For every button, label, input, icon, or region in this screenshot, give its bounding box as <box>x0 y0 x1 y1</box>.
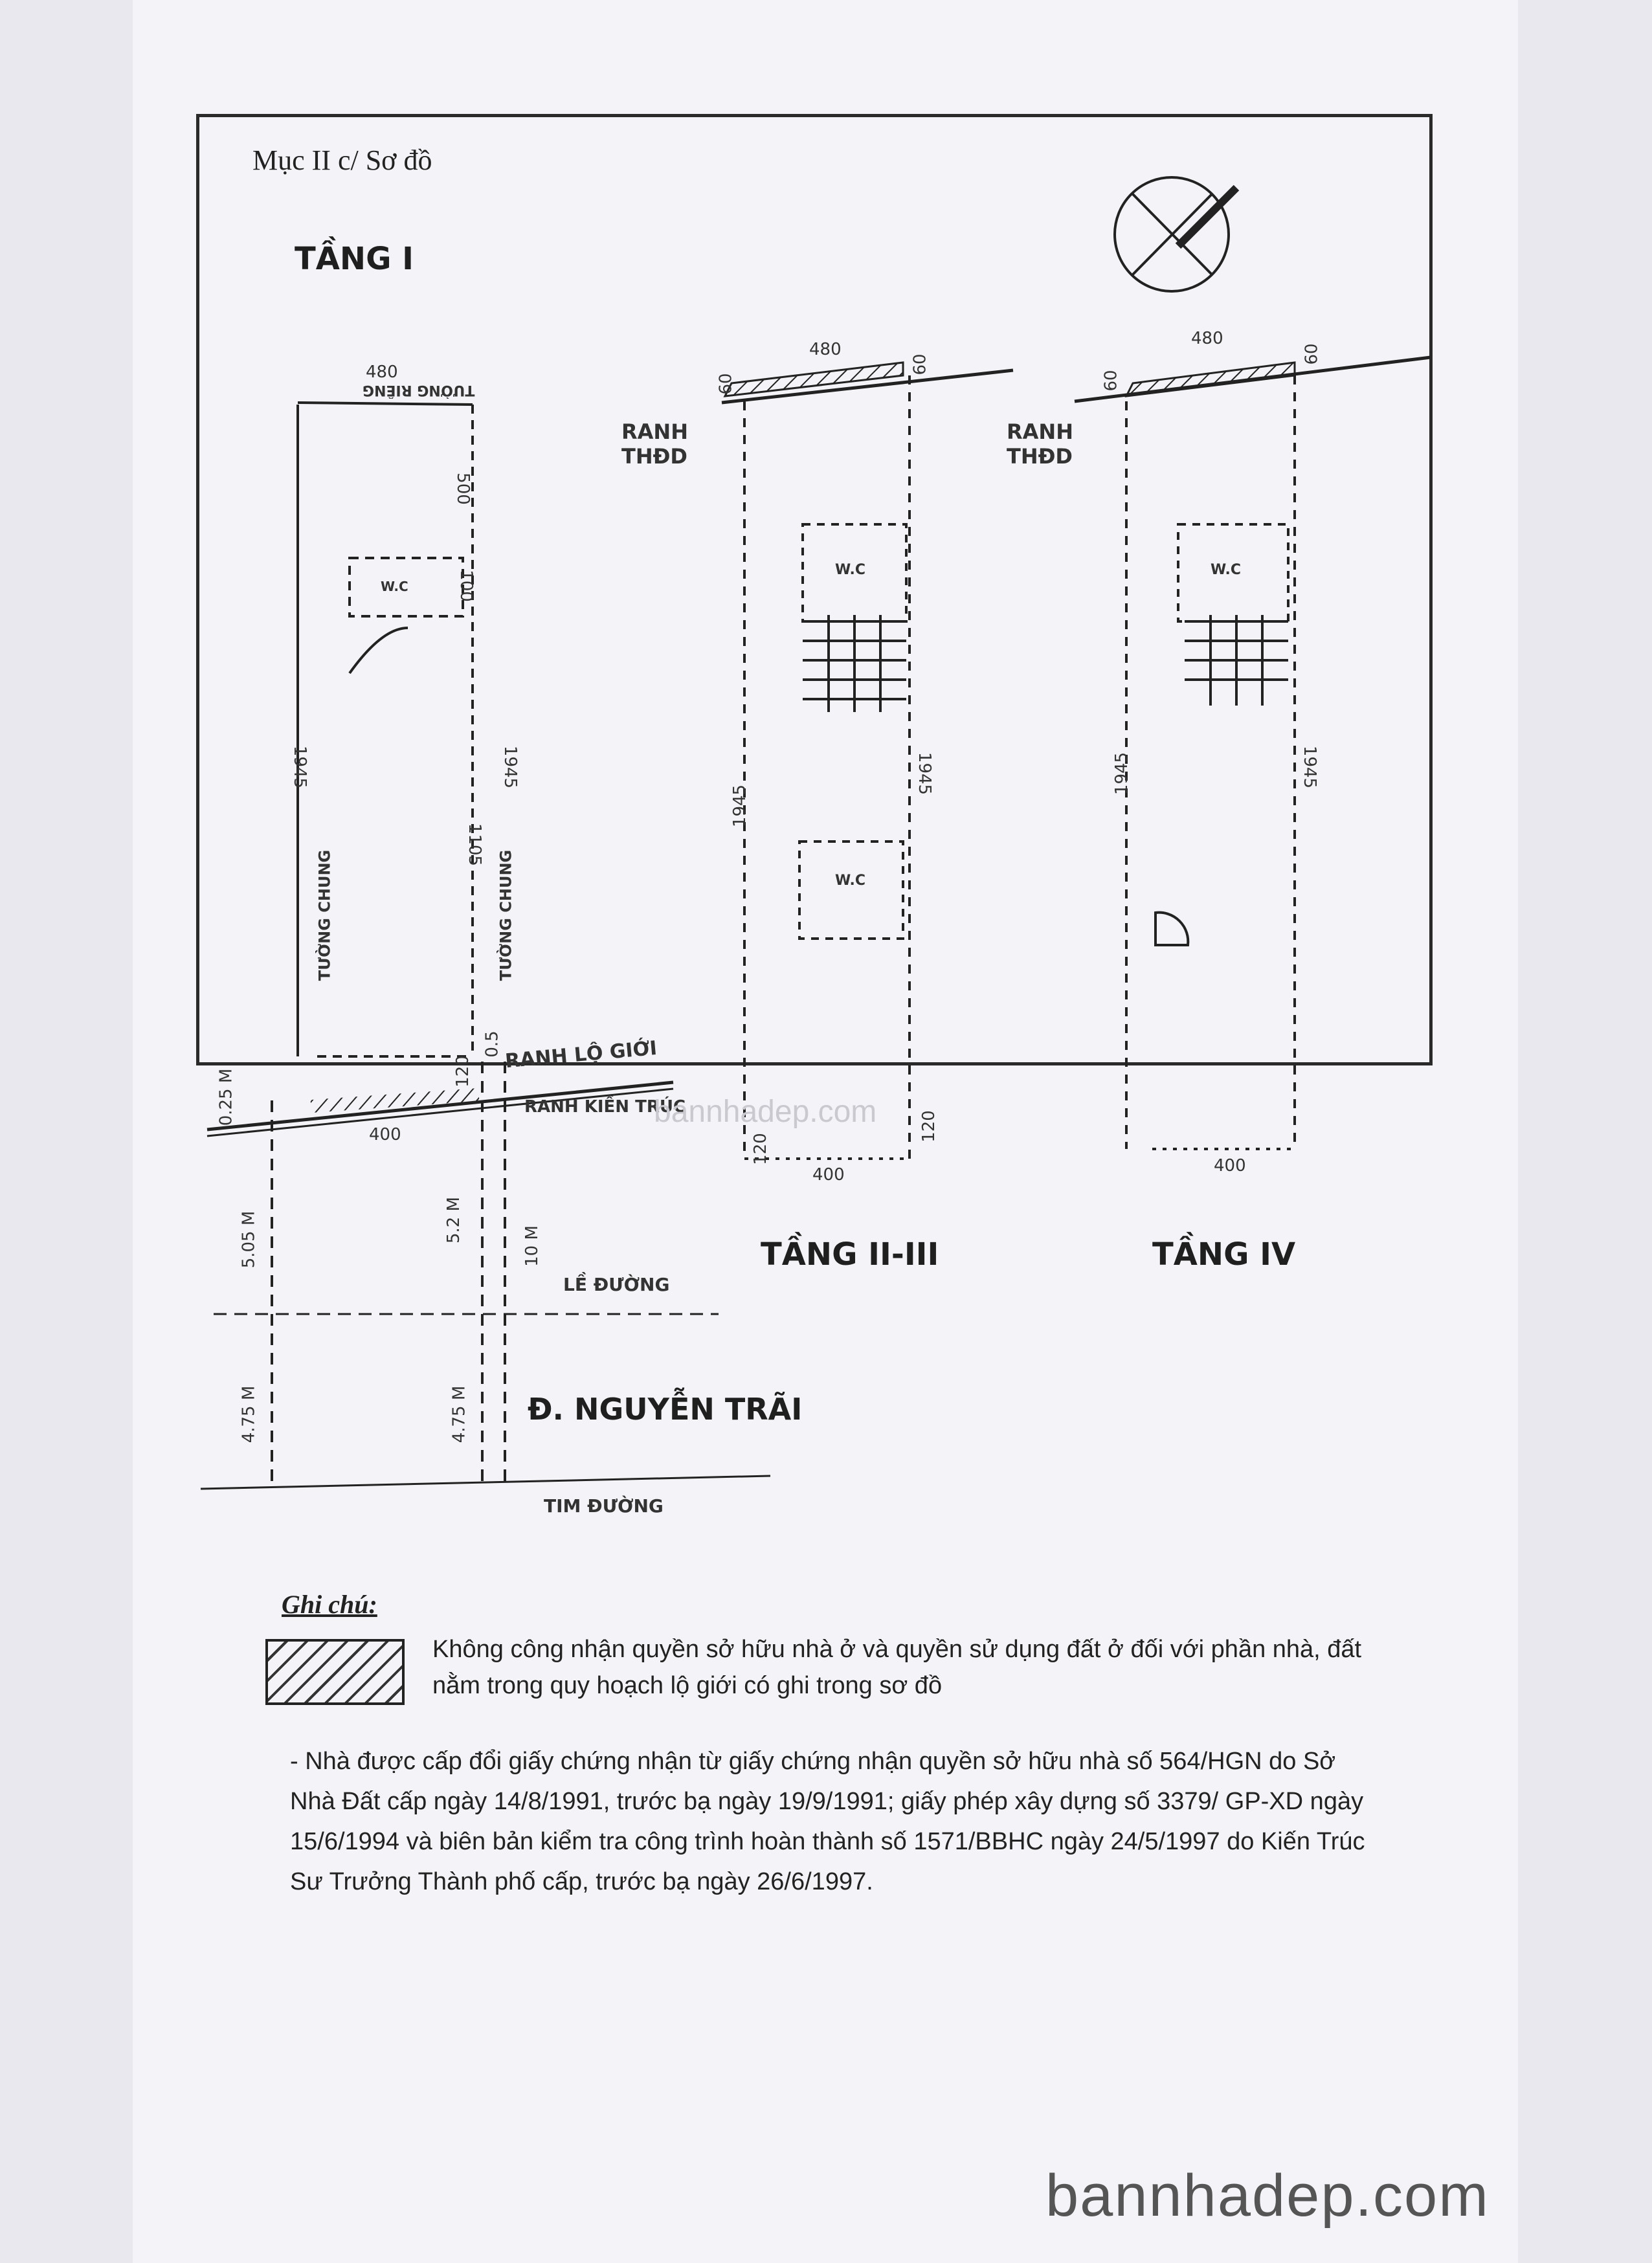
ranh-thdd-label-2: RANH THĐD <box>1007 419 1073 469</box>
dim-480-floor-1: 480 <box>366 362 398 382</box>
dim-0-25: 0.25 M <box>216 1068 236 1126</box>
tuong-chung-label-1: TƯỜNG CHUNG <box>315 849 334 981</box>
floor-1-label: TẦNG I <box>295 241 414 277</box>
dim-4-75-left: 4.75 M <box>239 1385 259 1444</box>
ranh-kien-truc-label: RANH KIẾN TRÚC <box>524 1097 686 1117</box>
tim-duong-label: TIM ĐƯỜNG <box>544 1495 664 1517</box>
dim-120-floor-1: 120 <box>452 1055 473 1087</box>
wc-label-floor-2-lower: W.C <box>835 873 865 889</box>
dim-1105: 1105 <box>465 823 485 867</box>
dim-1945-floor-1-left: 1945 <box>290 745 310 789</box>
dim-480-floor-2: 480 <box>809 340 842 359</box>
watermark: bannhadep.com <box>1045 2163 1490 2229</box>
dim-5-05: 5.05 M <box>239 1210 259 1269</box>
dim-5-2: 5.2 M <box>444 1196 464 1244</box>
dim-500: 500 <box>452 473 473 505</box>
notes-title: Ghi chú: <box>282 1590 377 1619</box>
dim-1945-floor-4-right: 1945 <box>1300 745 1320 789</box>
floor-2-3-plan <box>722 370 1013 1159</box>
floor-1-plan <box>272 403 505 1489</box>
wc-label-floor-1: W.C <box>381 579 408 594</box>
dim-120-floor-2-left: 120 <box>750 1133 770 1165</box>
le-duong-label: LỀ ĐƯỜNG <box>563 1274 670 1295</box>
dim-10: 10 M <box>522 1225 542 1267</box>
dim-120-floor-2-right: 120 <box>919 1110 939 1143</box>
dim-1945-floor-4-left: 1945 <box>1112 752 1132 796</box>
dim-60-floor-4-right: 60 <box>1302 343 1322 365</box>
dim-1945-floor-2-left: 1945 <box>730 784 750 828</box>
dim-100: 100 <box>456 570 476 602</box>
wc-label-floor-2-upper: W.C <box>835 562 865 578</box>
tuong-chung-label-2: TƯỜNG CHUNG <box>497 849 515 981</box>
dim-1945-floor-2-right: 1945 <box>915 752 935 796</box>
dim-480-floor-4: 480 <box>1191 329 1223 348</box>
dim-4-75-right: 4.75 M <box>449 1385 469 1444</box>
legend-text: Không công nhận quyền sở hữu nhà ở và quyền sử dụng đất ở đối với phần nhà, đất nằm trong quy hoạch lộ giới có ghi trong sơ đồ <box>432 1636 1362 1699</box>
dim-60-floor-4-left: 60 <box>1101 370 1121 392</box>
hatch-legend-swatch <box>265 1639 405 1705</box>
floor-2-3-label: TẦNG II-III <box>761 1236 939 1273</box>
dim-60-floor-2-right: 60 <box>910 353 930 375</box>
dim-400-floor-4: 400 <box>1214 1156 1246 1176</box>
dim-1945-floor-1-right: 1945 <box>500 745 520 789</box>
dim-400-floor-1: 400 <box>369 1125 401 1144</box>
ranh-thdd-label-1: RANH THĐD <box>621 419 688 469</box>
dim-400-floor-2: 400 <box>812 1165 845 1185</box>
floor-4-label: TẦNG IV <box>1152 1236 1296 1273</box>
ranh-lo-gioi-label: RANH LỘ GIỚI <box>504 1036 658 1073</box>
watermark-faint: bannhadep.com <box>654 1095 877 1129</box>
road-name-label: Đ. NGUYỄN TRÃI <box>528 1392 803 1427</box>
tuong-rieng-label: TƯỜNG RIÊNG <box>363 382 475 398</box>
dim-0-5: 0.5 <box>482 1031 502 1058</box>
compass-icon <box>1115 177 1236 291</box>
wc-label-floor-4: W.C <box>1211 562 1241 578</box>
dim-60-floor-2-left: 60 <box>716 373 736 395</box>
section-title: Mục II c/ Sơ đồ <box>252 144 432 176</box>
note-paragraph: - Nhà được cấp đổi giấy chứng nhận từ giấy chứng nhận quyền sở hữu nhà số 564/HGN do Sở Nhà Đất cấp ngày 14/8/1991, trước bạ ngày 19/9/1991; giấy phép xây dựng số 3379/ GP-XD ngày 15/6/1994 và biên bản kiểm tra công trình hoàn thành số 1571/BBHC ngày 24/5/1997 do Kiến Trúc Sư Trưởng Thành phố cấp, trước bạ ngày 26/6/1997. <box>290 1748 1365 1895</box>
